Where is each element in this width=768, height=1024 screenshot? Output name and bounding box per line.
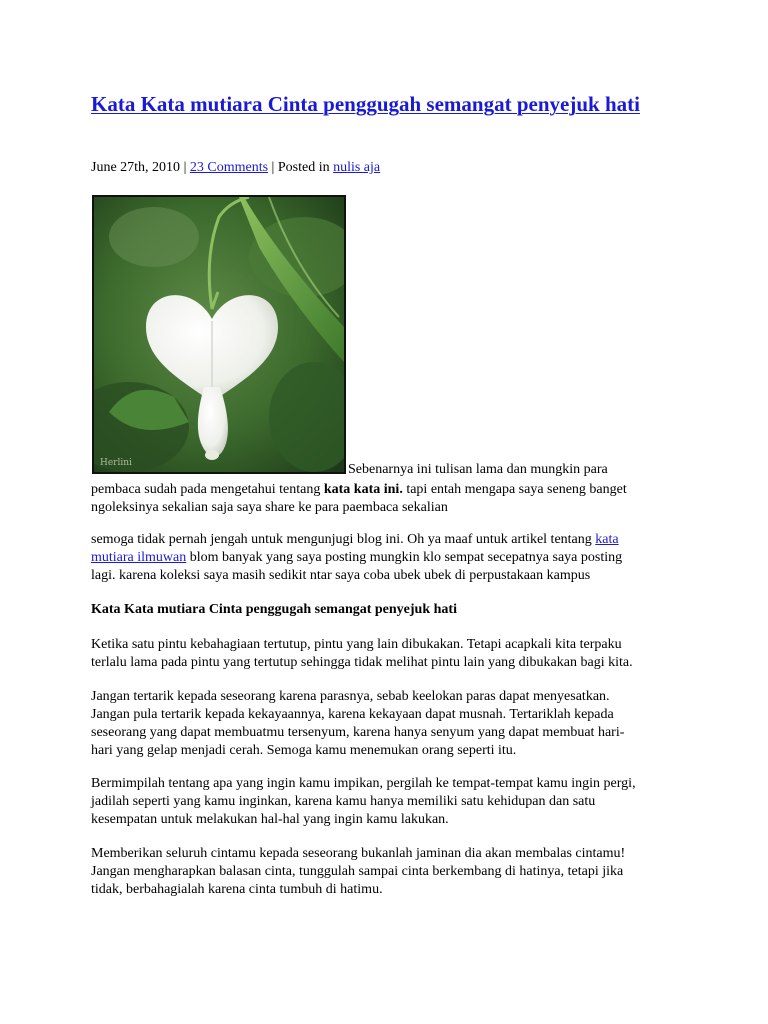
- quote-paragraph-2: [91, 688, 681, 760]
- quote-line: hari yang gelap menjadi cerah. Semoga kamu menemukan orang seperti itu.: [91, 743, 517, 758]
- quote-paragraph-3: [91, 775, 681, 829]
- section-subheading: Kata Kata mutiara Cinta penggugah semangat penyejuk hati: [91, 602, 457, 617]
- quote-line: Ketika satu pintu kebahagiaan tertutup, pintu yang lain dibukakan. Tetapi acapkali kita terpaku: [91, 637, 622, 652]
- para2-line-1: semoga tidak pernah jengah untuk mengunjugi blog ini. Oh ya maaf untuk artikel tentang kata: [91, 532, 619, 547]
- quote-line: Jangan tertarik kepada seseorang karena parasnya, sebab keelokan paras dapat menyesatkan.: [91, 689, 610, 704]
- intro-line-3: ngoleksinya sekalian saja saya share ke para paembaca sekalian: [91, 500, 448, 515]
- intro-bold-phrase: kata kata ini.: [323, 482, 403, 497]
- quote-line: jadilah seperti yang kamu inginkan, karena kamu hanya memiliki satu kehidupan dan satu: [91, 794, 596, 809]
- intro-line-1: Sebenarnya ini tulisan lama dan mungkin para: [348, 462, 608, 477]
- comments-link[interactable]: 23 Comments: [189, 160, 269, 175]
- kata-mutiara-ilmuwan-link-cont[interactable]: mutiara ilmuwan: [91, 550, 187, 565]
- post-title-link[interactable]: Kata Kata mutiara Cinta penggugah semangat penyejuk hati: [91, 92, 640, 116]
- post-date: June 27th, 2010: [91, 160, 181, 175]
- post-meta: [91, 159, 380, 177]
- category-link[interactable]: nulis aja: [333, 160, 381, 175]
- quote-paragraph-1: [91, 636, 681, 672]
- quote-paragraph-4: [91, 845, 681, 899]
- quote-line: tidak, berbahagialah karena cinta tumbuh di hatimu.: [91, 882, 383, 897]
- intro-line-2: pembaca sudah pada mengetahui tentang kata kata ini. tapi entah mengapa saya seneng banget: [91, 482, 627, 497]
- meta-separator: |: [180, 160, 190, 175]
- posted-in-label: | Posted in: [268, 160, 334, 175]
- quote-line: Jangan mengharapkan balasan cinta, tunggulah sampai cinta berkembang di hatinya, tetapi jika: [91, 864, 624, 879]
- second-paragraph: [91, 531, 681, 585]
- quote-line: Jangan pula tertarik kepada kekayaannya, karena kekayaan dapat musnah. Tertariklah kepada: [91, 707, 614, 722]
- kata-mutiara-ilmuwan-link[interactable]: kata: [595, 532, 619, 547]
- heart-flower-image: [92, 195, 346, 474]
- quote-line: terlalu lama pada pintu yang tertutup sehingga tidak melihat pintu lain yang dibukakan bagi kita.: [91, 655, 633, 670]
- quote-line: Bermimpilah tentang apa yang ingin kamu impikan, pergilah ke tempat-tempat kamu ingin pergi,: [91, 776, 636, 791]
- quote-line: Memberikan seluruh cintamu kepada seseorang bukanlah jaminan dia akan membalas cintamu!: [91, 846, 626, 861]
- para2-line-3: lagi. karena koleksi saya masih sedikit ntar saya coba ubek ubek di perpustakaan kampus: [91, 568, 591, 583]
- quote-line: kesempatan untuk melakukan hal-hal yang ingin kamu lakukan.: [91, 812, 449, 827]
- image-watermark: Herlini: [100, 458, 132, 468]
- intro-paragraph: [91, 481, 681, 517]
- quote-line: seseorang yang dapat membuatmu tersenyum, karena hanya senyum yang dapat membuat hari-: [91, 725, 625, 740]
- para2-line-2: mutiara ilmuwan blom banyak yang saya posting mungkin klo sempat secepatnya saya posting: [91, 550, 623, 565]
